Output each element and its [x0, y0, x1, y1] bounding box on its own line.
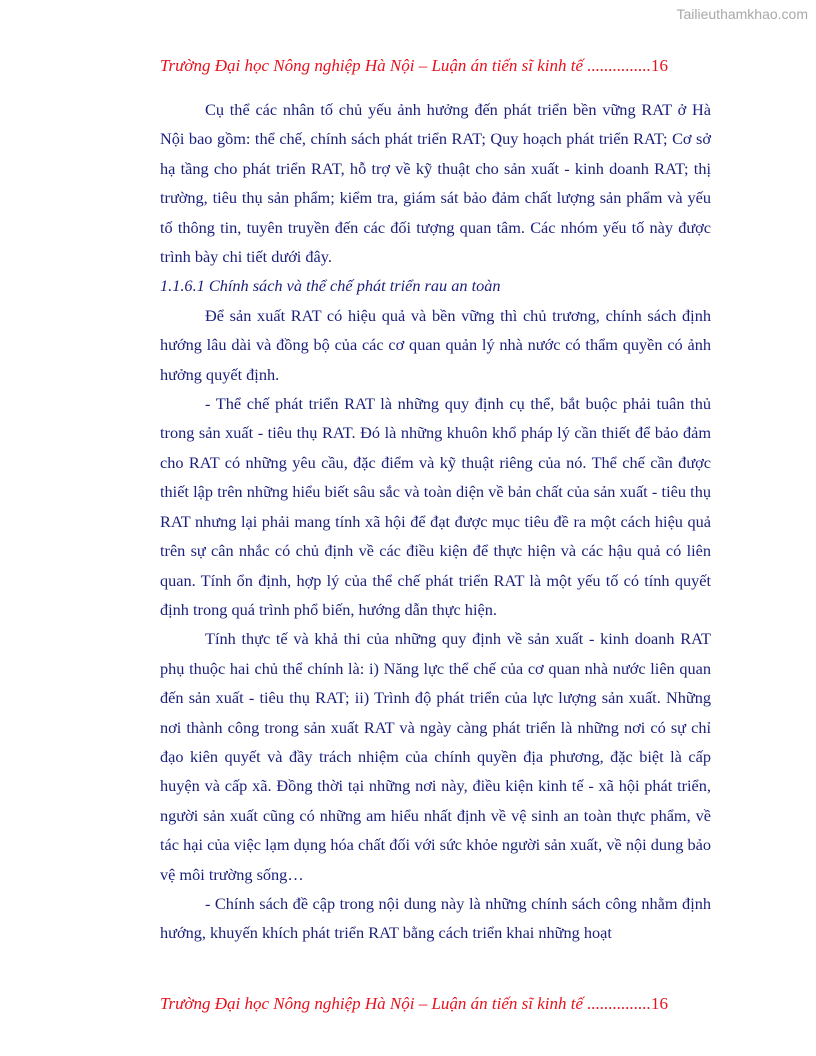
page-header: [160, 56, 700, 76]
section-heading: 1.1.6.1 Chính sách và thể chế phát triển rau an toàn: [160, 276, 501, 296]
body-paragraph: Tính thực tế và khả thi của những quy định về sản xuất - kinh doanh RAT phụ thuộc hai chủ thể chính là: i) Năng lực thể chế của cơ quan nhà nước liên quan đến sản xuất - tiêu thụ RAT; ii) Trình độ phát triển của lực lượng sản xuất. Những nơi thành công trong sản xuất RAT và ngày càng phát triển là những nơi có sự chỉ đạo kiên quyết và đầy trách nhiệm của chính quyền địa phương, đặc biệt là cấp huyện và cấp xã. Đồng thời tại những nơi này, điều kiện kinh tế - xã hội phát triển, người sản xuất cũng có những am hiểu nhất định về vệ sinh an toàn thực phẩm, về tác hại của việc lạm dụng hóa chất đối với sức khỏe người sản xuất, về nội dung bảo vệ môi trường sống…: [160, 629, 711, 884]
header-title: Trường Đại học Nông nghiệp Hà Nội – Luận án tiến sĩ kinh tế ...............: [160, 56, 652, 75]
body-paragraph: Để sản xuất RAT có hiệu quả và bền vững thì chủ trương, chính sách định hướng lâu dài và đồng bộ của các cơ quan quản lý nhà nước có thẩm quyền có ảnh hưởng quyết định.: [160, 305, 711, 384]
footer-title: Trường Đại học Nông nghiệp Hà Nội – Luận án tiến sĩ kinh tế ...............: [160, 994, 652, 1013]
header-page-number: 16: [651, 56, 669, 75]
body-paragraph: - Chính sách đề cập trong nội dung này là những chính sách công nhằm định hướng, khuyến khích phát triển RAT bằng cách triển khai những hoạt: [160, 893, 711, 943]
body-paragraph: Cụ thể các nhân tố chủ yếu ảnh hưởng đến phát triển bền vững RAT ở Hà Nội bao gồm: thể chế, chính sách phát triển RAT; Quy hoạch phát triển RAT; Cơ sở hạ tầng cho phát triển RAT, hỗ trợ về kỹ thuật cho sản xuất - kinh doanh RAT; thị trường, tiêu thụ sản phẩm; kiểm tra, giám sát bảo đảm chất lượng sản phẩm và yếu tố thông tin, tuyên truyền đến các đối tượng quan tâm. Các nhóm yếu tố này được trình bày chi tiết dưới đây.: [160, 100, 711, 267]
page-footer: [160, 994, 700, 1014]
footer-page-number: 16: [651, 994, 669, 1013]
body-paragraph: - Thể chế phát triển RAT là những quy định cụ thể, bắt buộc phải tuân thủ trong sản xuất - tiêu thụ RAT. Đó là những khuôn khổ pháp lý cần thiết để bảo đảm cho RAT có những yêu cầu, đặc điểm và kỹ thuật riêng của nó. Thể chế cần được thiết lập trên những hiểu biết sâu sắc và toàn diện về bản chất của sản xuất - tiêu thụ RAT nhưng lại phải mang tính xã hội để đạt được mục tiêu đề ra một cách hiệu quả trên sự cân nhắc có chủ định về các điều kiện để thực hiện và các hậu quả có liên quan. Tính ổn định, hợp lý của thể chế phát triển RAT là một yếu tố có tính quyết định trong quá trình phổ biến, hướng dẫn thực hiện.: [160, 394, 711, 619]
page-body: [160, 95, 711, 948]
watermark: Tailieuthamkhao.com: [676, 6, 808, 22]
